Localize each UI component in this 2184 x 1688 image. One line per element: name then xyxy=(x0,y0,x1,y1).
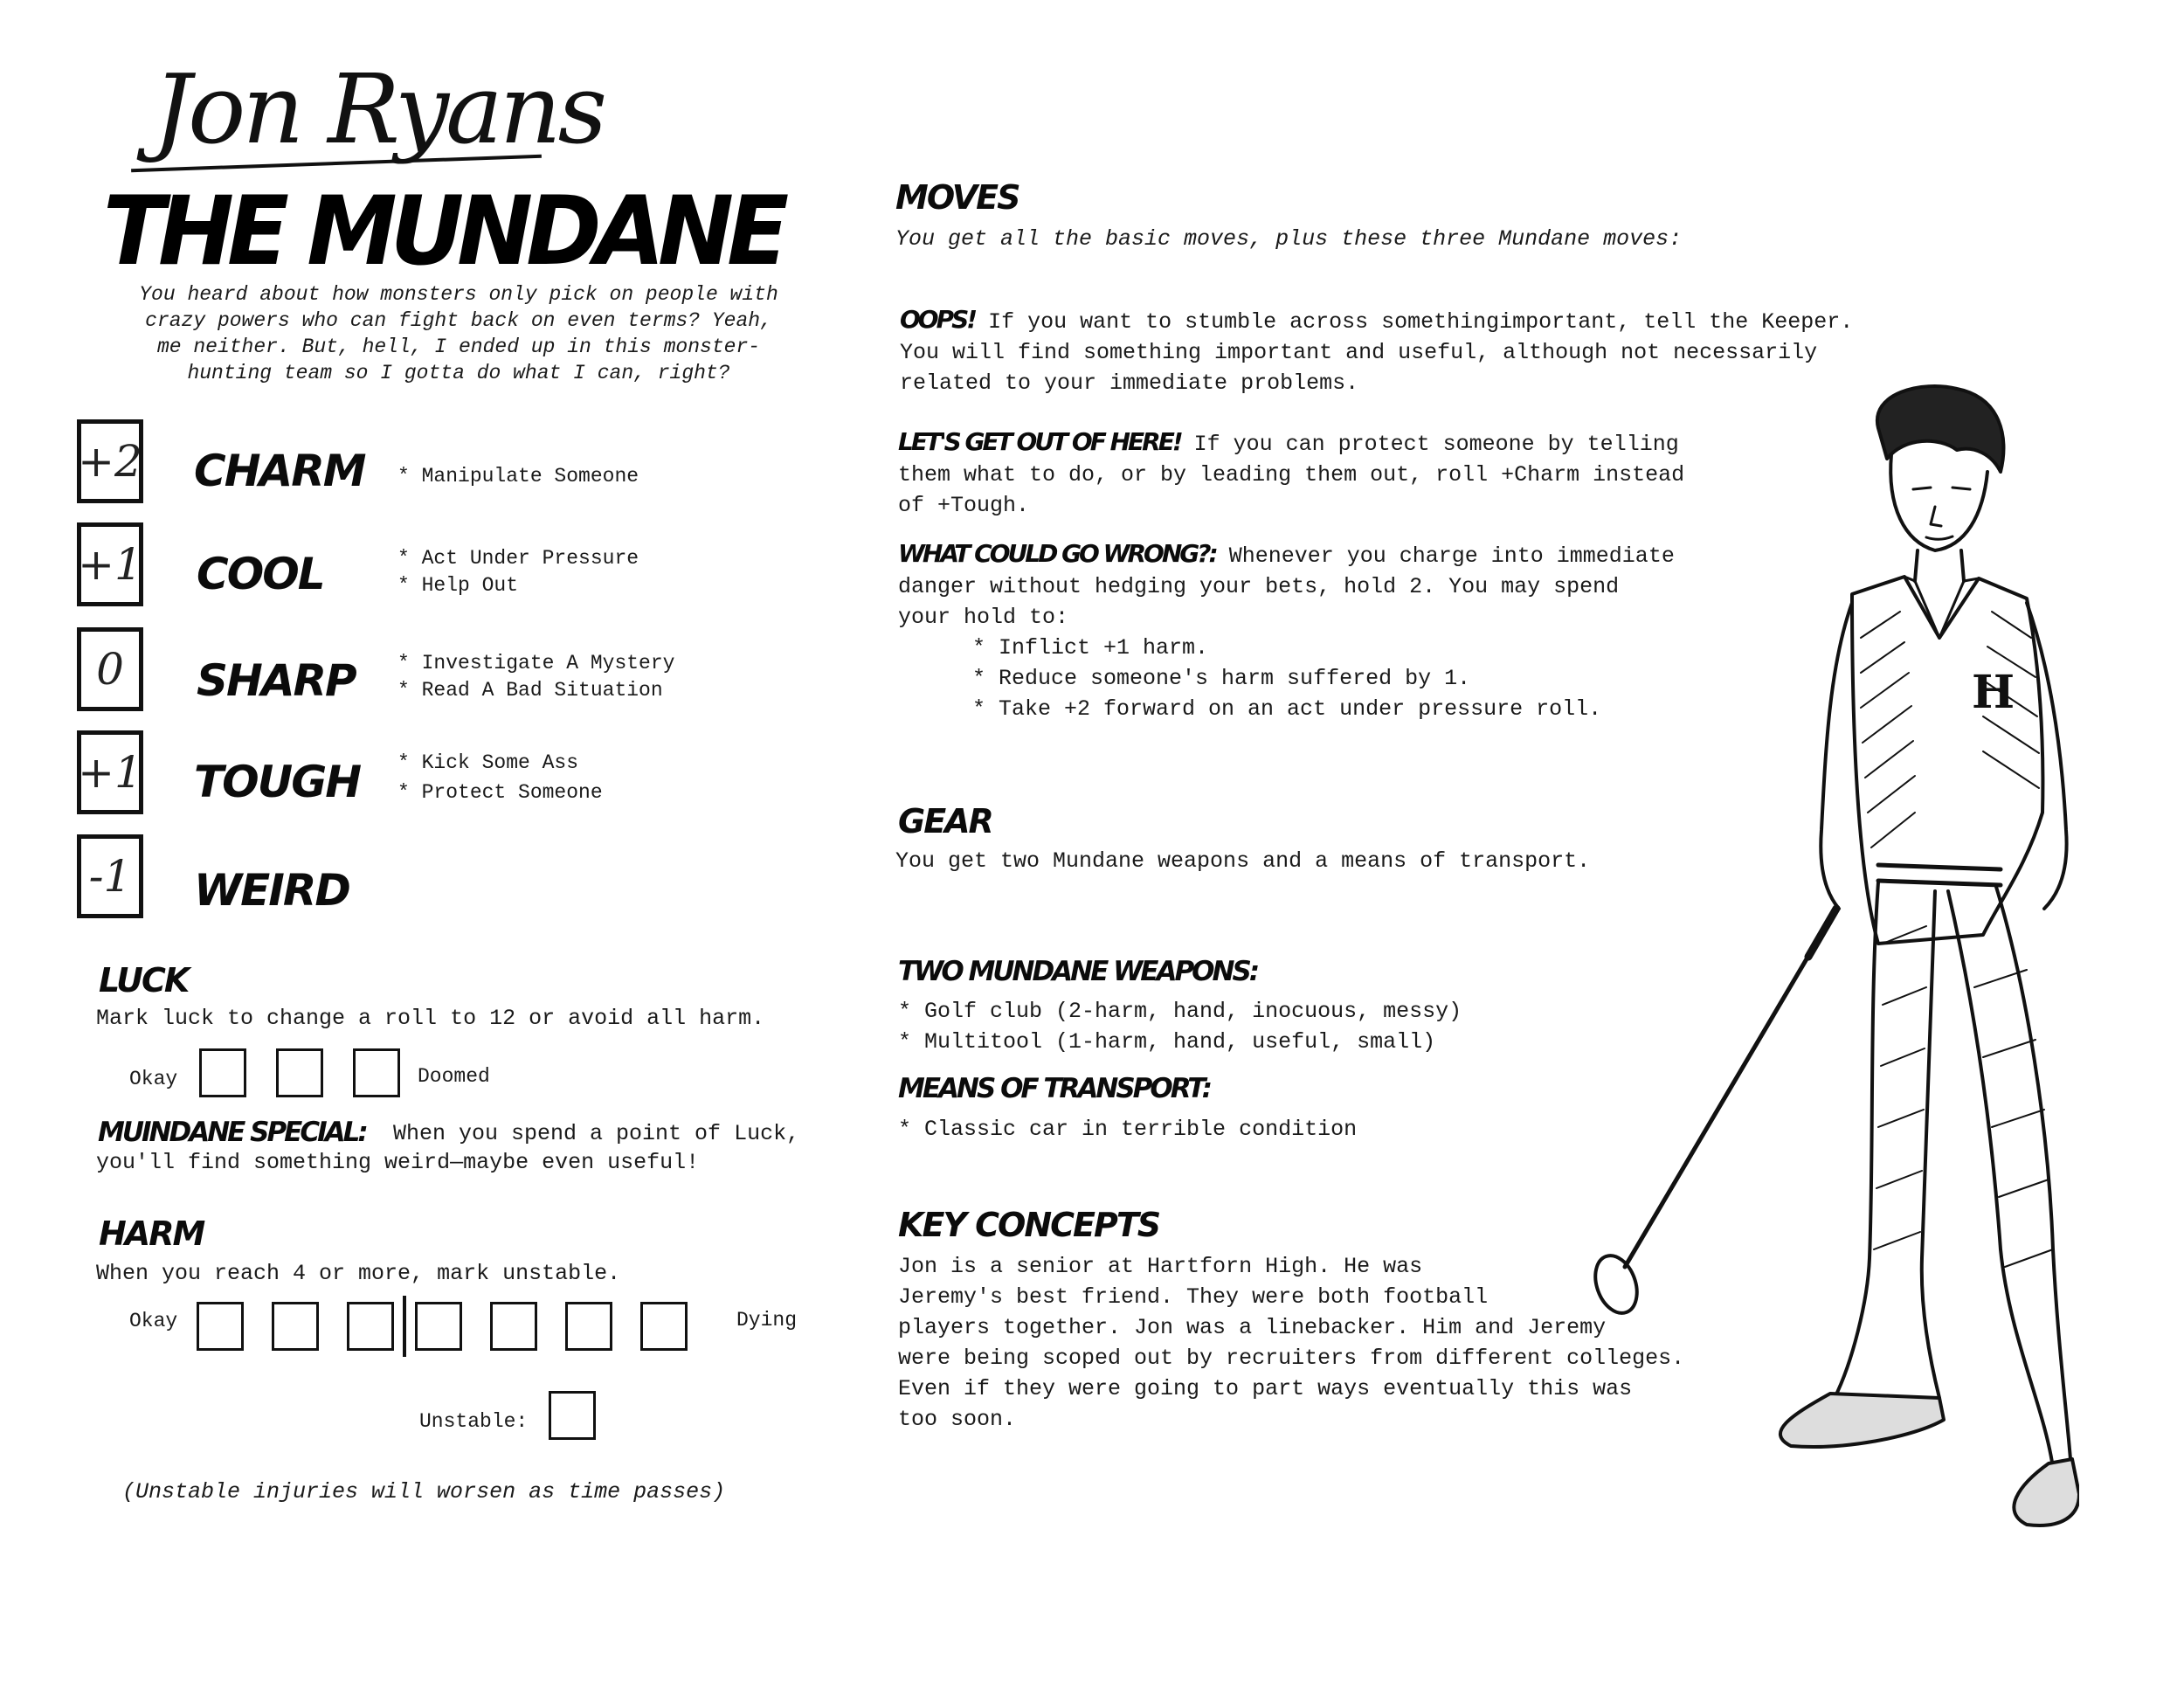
move-wrong-title: WHAT COULD GO WRONG?: xyxy=(898,539,1216,568)
transport-item: * Classic car in terrible condition xyxy=(898,1117,1358,1142)
stat-value-box[interactable]: +2 xyxy=(77,419,143,503)
move-oops-line: If you want to stumble across somethingimportant, tell the Keeper. xyxy=(988,309,1854,335)
move-oops-title: OOPS! xyxy=(900,305,976,334)
harm-divider xyxy=(403,1296,406,1357)
harm-checkbox[interactable] xyxy=(347,1302,394,1351)
mundane-special-text: When you spend a point of Luck, xyxy=(393,1121,800,1146)
hair-shape xyxy=(1877,386,2004,472)
intro-text: You heard about how monsters only pick on people with crazy powers who can fight back on even terms? Yeah, me neither. But, hell, I ended up in this monster-hunting team so I gotta do what I can, right? xyxy=(139,283,778,384)
gear-heading: GEAR xyxy=(898,802,992,841)
harm-dying-label: Dying xyxy=(736,1309,798,1332)
harm-checkbox[interactable] xyxy=(415,1302,462,1351)
weapon-item: * Multitool (1-harm, hand, useful, small) xyxy=(898,1029,1436,1055)
stat-name-weird: WEIRD xyxy=(194,865,349,916)
stat-move: * Help Out xyxy=(397,574,519,597)
move-get-out-line: them what to do, or by leading them out, roll +Charm instead xyxy=(898,462,1685,488)
gear-text: You get two Mundane weapons and a means of transport. xyxy=(895,848,1591,874)
weapons-heading: TWO MUNDANE WEAPONS: xyxy=(898,956,1258,987)
move-oops-line: You will find something important and useful, although not necessarily xyxy=(900,340,1818,365)
concepts-line: were being scoped out by recruiters from different colleges. xyxy=(898,1346,1685,1371)
key-concepts-heading: KEY CONCEPTS xyxy=(898,1206,1160,1244)
harm-okay-label: Okay xyxy=(129,1310,178,1332)
concepts-line: Jon is a senior at Hartforn High. He was xyxy=(898,1254,1423,1279)
stat-name-charm: CHARM xyxy=(194,446,365,496)
golf-club-shaft xyxy=(1625,909,1836,1267)
head-shape xyxy=(1890,454,1987,550)
mundane-special-heading: MUINDANE SPECIAL: xyxy=(98,1117,366,1148)
stat-row-cool xyxy=(77,522,143,606)
harm-heading: HARM xyxy=(99,1214,204,1253)
character-illustration xyxy=(1590,376,2079,1634)
golf-club-head xyxy=(1590,1250,1644,1319)
move-get-out-title: LET'S GET OUT OF HERE! xyxy=(898,427,1181,456)
stat-name-sharp: SHARP xyxy=(197,655,356,706)
unstable-checkbox[interactable] xyxy=(549,1391,596,1440)
harm-track xyxy=(197,1296,688,1357)
move-wrong-option: * Take +2 forward on an act under pressure roll. xyxy=(972,696,1602,722)
stat-row-sharp xyxy=(77,627,143,711)
weapon-item: * Golf club (2-harm, hand, inocuous, messy) xyxy=(898,999,1462,1024)
stat-row-tough xyxy=(77,730,143,814)
transport-heading: MEANS OF TRANSPORT: xyxy=(898,1073,1211,1104)
move-wrong-line: your hold to: xyxy=(898,605,1069,630)
unstable-box xyxy=(549,1391,596,1444)
concepts-line: players together. Jon was a linebacker. Him and Jeremy xyxy=(898,1315,1607,1340)
luck-doomed-label: Doomed xyxy=(418,1065,490,1088)
stat-value-box[interactable]: +1 xyxy=(77,522,143,606)
left-leg xyxy=(1835,882,1878,1398)
mundane-special-text-2: you'll find something weird—maybe even useful! xyxy=(96,1150,700,1175)
harm-checkbox[interactable] xyxy=(640,1302,688,1351)
left-arm xyxy=(1821,603,1852,909)
move-wrong-option: * Inflict +1 harm. xyxy=(972,635,1209,661)
golf-club-grip xyxy=(1808,909,1836,957)
concepts-line: Even if they were going to part ways eventually this was xyxy=(898,1376,1633,1401)
stat-name-cool: COOL xyxy=(197,549,324,599)
jacket-letter: H xyxy=(1972,666,2015,719)
luck-checkbox[interactable] xyxy=(353,1048,400,1097)
stat-value-box[interactable]: +1 xyxy=(77,730,143,814)
luck-text: Mark luck to change a roll to 12 or avoid all harm. xyxy=(96,1006,765,1031)
harm-checkbox[interactable] xyxy=(272,1302,319,1351)
moves-intro: You get all the basic moves, plus these three Mundane moves: xyxy=(895,226,1683,252)
right-shoe xyxy=(2014,1459,2079,1525)
stat-move: * Act Under Pressure xyxy=(397,547,639,570)
move-oops-line: related to your immediate problems. xyxy=(900,370,1359,396)
stat-row-weird xyxy=(77,834,143,918)
luck-checkbox[interactable] xyxy=(199,1048,246,1097)
stat-value-box[interactable]: 0 xyxy=(77,627,143,711)
harm-checkbox[interactable] xyxy=(490,1302,537,1351)
move-wrong-line: Whenever you charge into immediate xyxy=(1228,543,1675,569)
stat-value-box[interactable]: -1 xyxy=(77,834,143,918)
playbook-title: THE MUNDANE xyxy=(103,174,783,287)
concepts-line: too soon. xyxy=(898,1407,1017,1432)
unstable-label: Unstable: xyxy=(419,1410,529,1433)
harm-checkbox[interactable] xyxy=(197,1302,244,1351)
luck-checkbox[interactable] xyxy=(276,1048,323,1097)
stat-move: * Investigate A Mystery xyxy=(397,652,675,675)
unstable-note: (Unstable injuries will worsen as time passes) xyxy=(122,1479,726,1505)
move-wrong-option: * Reduce someone's harm suffered by 1. xyxy=(972,666,1471,691)
character-name: Jon Ryans xyxy=(153,53,605,165)
stat-name-tough: TOUGH xyxy=(194,757,361,807)
move-wrong-line: danger without hedging your bets, hold 2. You may spend xyxy=(898,574,1620,599)
left-shoe xyxy=(1780,1394,1944,1447)
stat-row-charm xyxy=(77,419,143,503)
stat-move: * Manipulate Someone xyxy=(397,465,639,488)
move-get-out-line: If you can protect someone by telling xyxy=(1193,432,1679,457)
luck-track xyxy=(199,1048,400,1097)
harm-text: When you reach 4 or more, mark unstable. xyxy=(96,1261,621,1286)
stat-move: * Kick Some Ass xyxy=(397,751,579,774)
right-arm xyxy=(2027,603,2067,909)
moves-heading: MOVES xyxy=(895,178,1019,217)
jacket-shape xyxy=(1852,577,2042,944)
luck-heading: LUCK xyxy=(99,961,189,1000)
harm-checkbox[interactable] xyxy=(565,1302,612,1351)
stat-move: * Read A Bad Situation xyxy=(397,679,663,702)
concepts-line: Jeremy's best friend. They were both football xyxy=(898,1284,1489,1310)
move-get-out-line: of +Tough. xyxy=(898,493,1030,518)
stat-move: * Protect Someone xyxy=(397,781,603,804)
luck-okay-label: Okay xyxy=(129,1068,178,1090)
